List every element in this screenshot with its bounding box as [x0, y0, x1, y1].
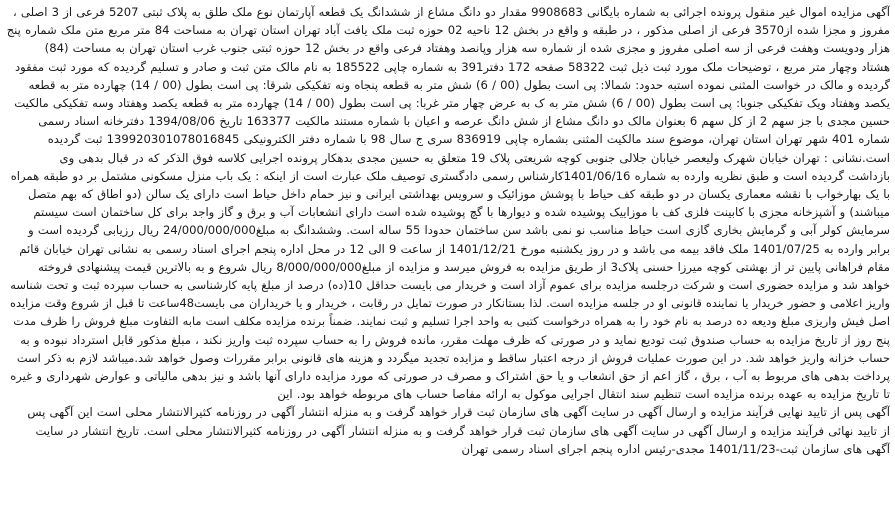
notice-line: حساب خزانه واریز خواهد شد. در این صورت عملیات فروش از درجه اعتبار ساقط و مزایده تجدید میگردد و هزینه های قانونی برابر مقررات وصول خواهد شد.میباشد لازم به ذکر است — [16, 350, 890, 365]
notice-line: سرمایش کولر آبی و گرمایش بخاری گازی است حیاط مناسب نو نمی باشد سن ساختمان حدودا 55 ساله است. وششدانگ به مبلغ24/000/000/000 ریال رزیابی گردیده است و — [28, 223, 890, 238]
notice-line: آگهی های سازمان ثبت-1401/11/23 مجدی-رئیس اداره پنجم اجرای اسناد رسمی تهران — [461, 441, 890, 456]
notice-line: واریز اعلامی و حضور خریدار یا نماینده قانونی او در جلسه مزایده است. لذا بستانکار در صورت تمایل در رقابت ، خریدار و یا خریداران می بایست48ساعت تا قبل از شروع وقت مزایده — [10, 296, 890, 311]
notice-line: هزار ودویست وهفت فرعی از سه اصلی مفروز و مجزی شده از شماره سه هزار وپانصد وهفتاد فرعی واقع در بخش 12 حوزه ثبتی جنوب غرب استان تهران به مساحت (84) — [44, 41, 890, 56]
notice-line: گردیده و مالک در خواست المثنی نموده استبه حدود: شمالا: پی است بطول (00 / 6) شش متر به قطعه پنجاه ونه تفکیکی شرقا: پی است بطول (00 / 14) چهارده متر به قطعه — [28, 77, 890, 92]
notice-line: از تایید نهائی فرآیند مزایده و ارسال آگهی در سایت آگهی های سازمان ثبت قرار خواهد گرفت و به منزله انتشار آگهی در روزنامه کثیرالانتشار محلی است. تاریخ انتشار در سایت — [35, 423, 890, 438]
notice-line: حسین مجدی با جز سهم 2 از کل سهم 6 بعنوان مالک دو دانگ مشاع از شش دانگ عرصه و اعیان با شماره مستند مالکیت 163377 تاریخ 1394/08/06 دفترخانه اسناد رسمی — [38, 114, 890, 129]
notice-line: تا تاریخ مزایده به عهده برنده مزایده است تنظیم سند انتقال اجرایی موکول به ارائه مفاصا حساب های مربوطه خواهد بود. این — [277, 387, 890, 402]
notice-line: پرداخت بدهی های مربوط به آب ، برق ، گاز اعم از حق انشعاب و یا حق اشتراک و مصرف در صورتی که مورد مزایده دارای آنها باشد و نیز بدهی مالیاتی و عوارض شهرداری و غیره — [10, 369, 890, 384]
notice-line: آگهی پس از تایید نهایی فرآیند مزایده و ارسال آگهی در سایت آگهی های سازمان ثبت قرار خواهد گرفت و به منزله انتشار آگهی در روزنامه کثیرالانتشار محلی است این آگهی پس — [27, 405, 890, 420]
notice-line: است.نشانی : تهران خیابان شهرک ولیعصر خیابان جلالی جنوبی کوچه شریعتی پلاک 19 متعلق به حسین مجدی بدهکار پرونده اجرایی کلاسه فوق الذکر که در قبال بدهی وی — [59, 150, 890, 165]
notice-line: اصل فیش واریزی مبلغ ودیعه ده درصد به نام خود را به همراه درخواست کتبی به واحد اجرا تسلیم و ثبت نمایند. ضمناً برنده مزایده مکلف است مابه التفاوت مبلغ فروش را ظرف مدت — [13, 314, 890, 329]
notice-line: بازداشت گردیده است و طبق نظریه وارده به شماره 1401/06/16کارشناس رسمی دادگستری توصیف ملک عبارت است از اینکه : یک باب منزل مسکونی مشتمل بر دو طبقه همراه — [10, 168, 890, 183]
notice-line: مقام فراهانی پایین تر از بهشتی کوچه میرزا حسنی پلاک3 از طریق مزایده به فروش میرسد و مزایده از مبلغ8/000/000/000 ریال شروع و به بالاترین قیمت پیشنهادی فروخته — [38, 259, 890, 274]
notice-line: هشتاد وچهار متر مربع ، توضیحات ملک مورد ثبت ذیل ثبت 58322 صفحه 172 دفتر391 به شماره چاپی 185522 به نام مالک متن ثبت و صادر و تسلیم گردیده که مورد ثبت مفقود — [14, 59, 890, 74]
notice-line: یکصد وهفتاد ویک تفکیکی جنوبا: پی است بطول (00 / 6) شش متر به ک به عرض چهار متر غربا: پی است بطول (00 / 14) چهارده متر به قطعه یکصد وهفتاد وسه تفکیکی مالکیت — [14, 96, 890, 111]
notice-line: آگهی مزایده اموال غیر منقول پرونده اجرائی به شماره بایگانی 9908683 مقدار دو دانگ مشاع از ششدانگ یک قطعه آپارتمان نوع ملک طلق به پلاک ثبتی 5207 فرعی از 3 اصلی ، — [12, 5, 890, 19]
notice-line: میباشند) و آشپزخانه مجزی با کابینت فلزی کف با موزاییک پوشیده شده و دیوارها با گچ پوشیده شده است دارای انشعابات آب و برق و گاز واجد برای کل ساختمان است سیستم — [33, 205, 890, 220]
notice-line: مفروز و مجزا شده از3570 فرعی از اصلی مذکور ، در طبقه و واقع در بخش 12 ناحیه 02 حوزه ثبت ملک یافت آباد تهران استان تهران به مساحت 84 متر مربع متن ملک شماره پنج — [6, 23, 890, 38]
notice-line: خواهد شد و مزایده حضوری است و شرکت درجلسه مزایده برای عموم آزاد است و خریدار می بایست حداقل 10(ده) درصد از مبلغ پایه کارشناسی به حساب سپرده ثبت و تحت شناسه — [10, 278, 890, 293]
notice-line: با یک بهارخواب با نقشه معماری یکسان در دو طبقه کف حیاط با پوشش موزائیک و سرویس بهداشتی ایرانی و نیز حمام داخل حیاط است دارای یک سالن (دو اطاق که بهم متصل — [28, 187, 890, 202]
notice-line: پنج روز از تاریخ مزایده به حساب صندوق ثبت تودیع نماید و در صورتی که ظرف مهلت مقرر، مانده فروش را به حساب سپرده ثبت واریز نکند ، مبلغ مذکور قابل استرداد نبوده و به — [20, 332, 890, 347]
notice-line: برابر وارده به 1401/07/25 ملک فاقد بیمه می باشد و در روز یکشنبه مورخ 1401/12/21 از ساعت 9 الی 12 در محل اداره پنجم اجرای اسناد رسمی به نشانی تهران خیابان قائم — [19, 241, 890, 256]
notice-line: شماره 401 شهر تهران استان تهران، موضوع سند مالکیت المثنی بشماره چاپی 836919 سری ج سال 98 با شماره دفتر الکترونیکی 139920301078016845 ثبت گردیده — [47, 132, 890, 147]
